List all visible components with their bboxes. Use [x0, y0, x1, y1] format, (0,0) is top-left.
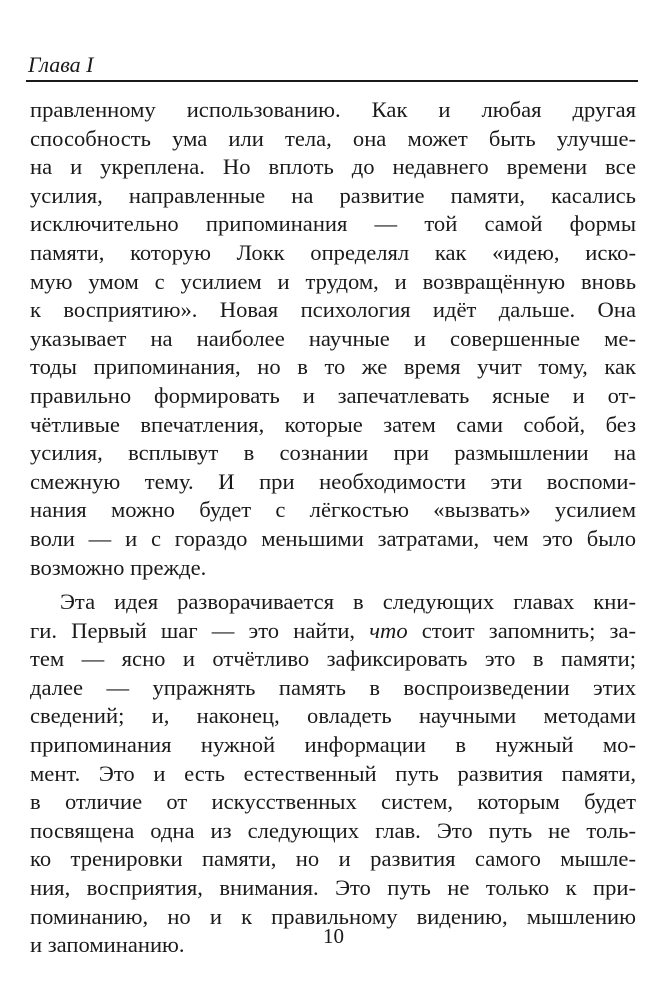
text-run: ги. Первый шаг — это найти,: [30, 617, 370, 643]
page-number: 10: [323, 924, 344, 948]
text-line: в отличие от искусственных систем, которым будет: [30, 789, 636, 815]
text-line: воли — и с гораздо меньшими затратами, чем это было: [30, 525, 636, 551]
text-line: припоминания нужной информации в нужный мо-: [30, 732, 636, 758]
paragraph-1: [30, 96, 636, 582]
text-line: исключительно припоминания — той самой формы: [30, 211, 636, 237]
text-line: на и укреплена. Но вплоть до недавнего времени все: [30, 154, 636, 180]
text-line: правленному использованию. Как и любая другая: [30, 97, 636, 122]
text-line: [30, 617, 636, 646]
body-text: [30, 96, 636, 960]
text-line: тем — ясно и отчётливо зафиксировать это в памяти;: [30, 646, 636, 672]
text-line: усилия, всплывут в сознании при размышлении на: [30, 440, 636, 466]
text-line: мент. Это и есть естественный путь развития памяти,: [30, 760, 636, 786]
text-line: памяти, которую Локк определял как «идею, иско-: [30, 239, 636, 265]
text-line: чётливые впечатления, которые затем сами собой, без: [30, 411, 636, 437]
text-line: усилия, направленные на развитие памяти, касались: [30, 182, 636, 208]
text-line: к восприятию». Новая психология идёт дальше. Она: [30, 297, 636, 323]
text-line: способность ума или тела, она может быть улучше-: [30, 125, 636, 151]
text-line: смежную тему. И при необходимости эти воспоми-: [30, 468, 636, 494]
text-line: возможно прежде.: [30, 554, 207, 580]
text-line: правильно формировать и запечатлевать ясные и от-: [30, 382, 636, 408]
text-line: далее — упражнять память в воспроизведении этих: [30, 674, 636, 700]
text-line: поминанию, но и к правильному видению, мышлению: [30, 903, 636, 929]
text-line: посвящена одна из следующих глав. Это путь не толь-: [30, 817, 636, 843]
header-rule: [26, 80, 638, 82]
text-line: ко тренировки памяти, но и развития самого мышле-: [30, 846, 636, 872]
paragraph-2: [30, 588, 636, 960]
running-head: Глава I: [28, 52, 94, 77]
text-run: стоит запомнить; за-: [407, 617, 636, 643]
text-line: мую умом с усилием и трудом, и возвращённую вновь: [30, 268, 636, 294]
text-line: указывает на наиболее научные и совершенные ме-: [30, 325, 636, 351]
text-line: сведений; и, наконец, овладеть научными методами: [30, 703, 636, 729]
emphasis-word: что: [369, 617, 408, 643]
text-line: нания можно будет с лёгкостью «вызвать» усилием: [30, 497, 636, 523]
text-line: ния, восприятия, внимания. Это путь не только к при-: [30, 875, 636, 901]
text-line: тоды припоминания, но в то же время учит тому, как: [30, 354, 636, 380]
text-line: Эта идея разворачивается в следующих главах кни-: [60, 589, 636, 615]
text-line: и запоминанию.: [30, 932, 185, 958]
